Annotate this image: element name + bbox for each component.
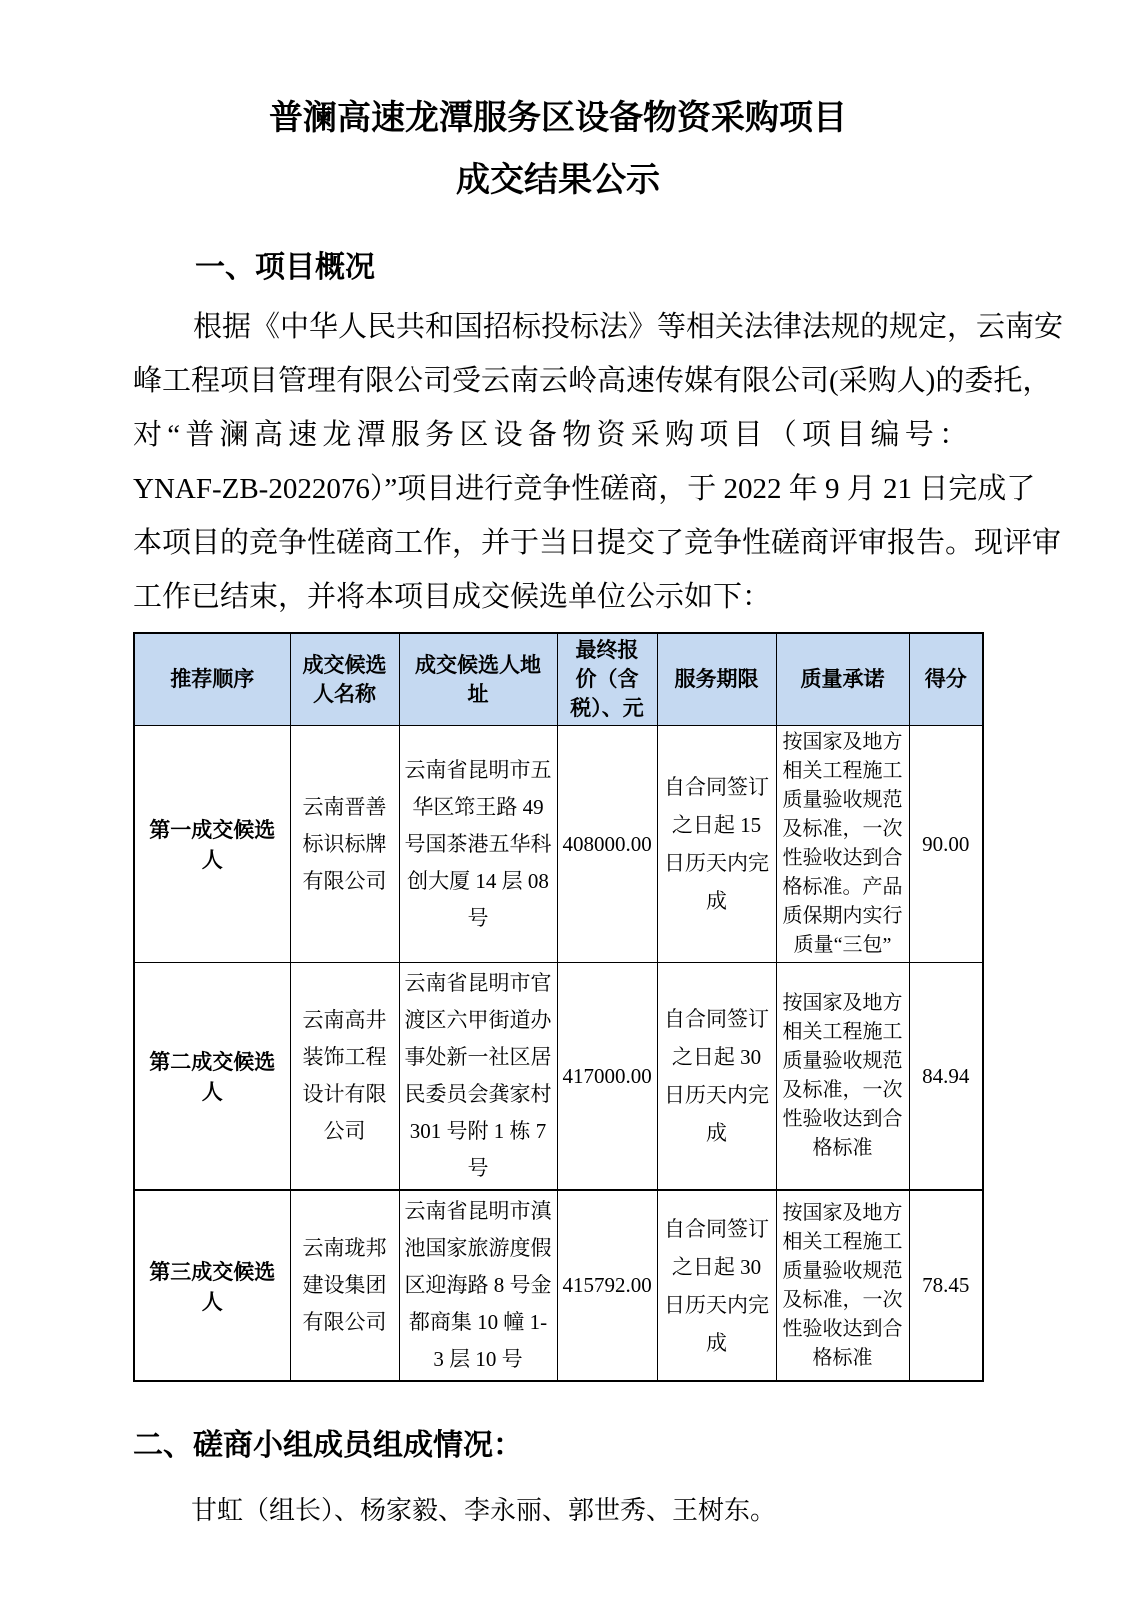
section2-heading: 二、磋商小组成员组成情况： xyxy=(133,1429,523,1462)
header-candidate-address: 成交候选人地址 xyxy=(399,633,557,726)
award-candidates-table xyxy=(133,632,984,1382)
header-score: 得分 xyxy=(909,633,983,726)
cell-service-term: 自合同签订之日起 30 日历天内完成 xyxy=(657,963,776,1191)
cell-candidate-address: 云南省昆明市五华区筇王路 49 号国茶港五华科创大厦 14 层 08 号 xyxy=(399,726,557,963)
cell-rank: 第三成交候选人 xyxy=(134,1190,290,1381)
paragraph-line: 对“普澜高速龙潭服务区设备物资采购项目（项目编号： xyxy=(133,419,968,451)
cell-quality-commitment: 按国家及地方相关工程施工质量验收规范及标准，一次性验收达到合格标准 xyxy=(776,963,909,1191)
cell-candidate-name: 云南晋善标识标牌有限公司 xyxy=(290,726,399,963)
cell-final-price: 417000.00 xyxy=(557,963,657,1191)
document-title-line2: 成交结果公示 xyxy=(456,162,660,199)
cell-score: 90.00 xyxy=(909,726,983,963)
section1-heading: 一、项目概况 xyxy=(195,251,375,284)
paragraph-line: 工作已结束，并将本项目成交候选单位公示如下： xyxy=(133,581,772,613)
cell-quality-commitment: 按国家及地方相关工程施工质量验收规范及标准，一次性验收达到合格标准 xyxy=(776,1190,909,1381)
cell-quality-commitment: 按国家及地方相关工程施工质量验收规范及标准，一次性验收达到合格标准。产品质保期内实行质量“三包” xyxy=(776,726,909,963)
cell-service-term: 自合同签订之日起 30 日历天内完成 xyxy=(657,1190,776,1381)
paragraph-line: 根据《中华人民共和国招标投标法》等相关法律法规的规定，云南安 xyxy=(193,311,1064,343)
cell-score: 84.94 xyxy=(909,963,983,1191)
table-row xyxy=(134,726,983,963)
table-header-row xyxy=(134,633,983,726)
paragraph-line: 本项目的竞争性磋商工作，并于当日提交了竞争性磋商评审报告。现评审 xyxy=(133,527,1062,559)
cell-candidate-address: 云南省昆明市滇池国家旅游度假区迎海路 8 号金都商集 10 幢 1-3 层 10 号 xyxy=(399,1190,557,1381)
cell-score: 78.45 xyxy=(909,1190,983,1381)
panel-members-line: 甘虹（组长）、杨家毅、李永丽、郭世秀、王树东。 xyxy=(191,1496,777,1525)
paragraph-line: YNAF-ZB-2022076）”项目进行竞争性磋商，于 2022 年 9 月 21 日完成了 xyxy=(133,473,1036,505)
cell-candidate-name: 云南高井装饰工程设计有限公司 xyxy=(290,963,399,1191)
cell-final-price: 415792.00 xyxy=(557,1190,657,1381)
paragraph-line: 峰工程项目管理有限公司受云南云岭高速传媒有限公司(采购人)的委托， xyxy=(133,365,1052,397)
table-row xyxy=(134,963,983,1191)
document-title-line1: 普澜高速龙潭服务区设备物资采购项目 xyxy=(269,100,847,137)
header-service-term: 服务期限 xyxy=(657,633,776,726)
section1-paragraph xyxy=(133,300,1064,624)
header-quality-commitment: 质量承诺 xyxy=(776,633,909,726)
header-candidate-name: 成交候选人名称 xyxy=(290,633,399,726)
cell-candidate-name: 云南珑邦建设集团有限公司 xyxy=(290,1190,399,1381)
table-row xyxy=(134,1190,983,1381)
cell-rank: 第二成交候选人 xyxy=(134,963,290,1191)
cell-candidate-address: 云南省昆明市官渡区六甲街道办事处新一社区居民委员会龚家村 301 号附 1 栋 7 号 xyxy=(399,963,557,1191)
cell-rank: 第一成交候选人 xyxy=(134,726,290,963)
header-rank: 推荐顺序 xyxy=(134,633,290,726)
cell-service-term: 自合同签订之日起 15 日历天内完成 xyxy=(657,726,776,963)
header-final-price: 最终报价（含税）、元 xyxy=(557,633,657,726)
cell-final-price: 408000.00 xyxy=(557,726,657,963)
